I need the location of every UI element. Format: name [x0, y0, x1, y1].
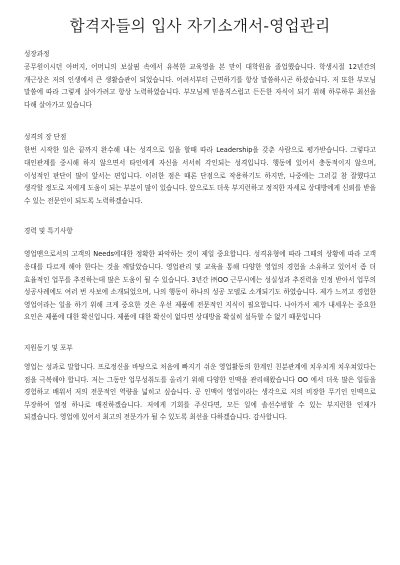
document-title: 합격자들의 입사 자기소개서-영업관리 [69, 17, 331, 35]
section-body: 영업는 성과로 말합니다. 프로정신을 바탕으로 처음에 빠지기 쉬운 영업활동의 한계인 친분관계에 치우치게 치우쳐있다는 점을 극복해야 합니다. 저는 그동안 업무성취도를 올리기 위해 다양한 인맥을 관리해왔습니다 OO 에서 더욱 많은 일들을 경험하고 배워서 저의 전문적인 역량을 넓히고 싶습니다. 공 인맥이 영업이라는 생각으로 저의 비장한 무기인 인맥으로 무장하여 열정 하나로 매진하겠습니다. 저에게 기회를 주신다면, 모든 일에 솔선수범할 수 있는 부지런한 인재가 되겠습니다. 영업에 있어서 최고의 전문가가 될 수 있도록 최선을 다하겠습니다. 감사합니다. [24, 362, 376, 422]
section-heading: 경력 및 특기사항 [24, 227, 73, 236]
section-growth [24, 48, 376, 111]
section-heading: 성장과정 [24, 50, 50, 58]
section-body: 공무원이시던 아버지, 어머니의 보살핌 속에서 유복한 교육영을 본 맏이 대학원을 졸업했습니다. 학생시절 12년간의 개근상은 저의 인생에서 큰 생활습관이 되었습니다. 어려서부터 근면하기를 항상 말씀하시곤 하셨습니다. 저 또한 부모님 말씀에 따라 그렇게 살아가려고 항상 노력하였습니다. 부모님께 믿음직스럽고 든든한 자식이 되기 위해 하루하루 최선을 다해 살아가고 있습니다 [24, 63, 376, 109]
section-career [24, 225, 376, 324]
section-motivation [24, 342, 376, 424]
section-heading: 성격의 장 단점 [24, 133, 67, 142]
section-personality [24, 131, 376, 207]
section-body: 한번 시작한 일은 끝까지 완수해 내는 성격으로 일을 할때 따라 Leadership을 갖춘 사람으로 평가받습니다. 그렇다고 대인관계를 중시해 하지 않으면서 타인에게 자신을 서서히 각인되는 성격입니다. 행동에 있어서 충동적이지 않으며, 이성적인 판단이 많이 앞서는 편입니다. 이러한 점은 때론 단점으로 작용하기도 하지만, 나중에는 그러길 참 잘했다고 생각할 정도로 저에게 도움이 되는 부분이 많이 있습니다. 앞으로도 더욱 부지런하고 정직한 자세로 상대방에게 신뢰를 받을 수 있는 전문인이 되도록 노력하겠습니다. [24, 146, 377, 205]
section-body: 영업맨으로서의 고객의 Needs에대한 정확한 파악하는 것이 제일 중요합니다. 성격유형에 따라 그때의 상황에 따라 고객 응대를 다르게 해야 한다는 것을 깨달았습니다. 영업관리 및 교육을 통해 다양한 영업의 경험을 소유하고 있어서 좀 더 효율적인 업무를 추진하는데 많은 도움이 될 수 있습니다. 3년간 ㈜OO 근무시에는 성실성과 추진력을 인정 받아서 업무의 성공사례에도 여러 번 사보에 소개되었으며, 나의 행동이 하나의 성공 모델로 소개되기도 하였습니다. 제가 느끼고 경험한 영업이라는 일을 하기 위해 크게 중요한 것은 우선 제품에 전문적인 지식이 필요합니다. 나아가서 제가 내세우는 중요한 요인은 제품에 대한 확신입니다. 제품에 대한 확신이 없다면 상대방을 확실히 설득할 수 없기 때문입니다 [24, 250, 376, 322]
section-heading: 지원동기 및 포부 [24, 343, 73, 352]
